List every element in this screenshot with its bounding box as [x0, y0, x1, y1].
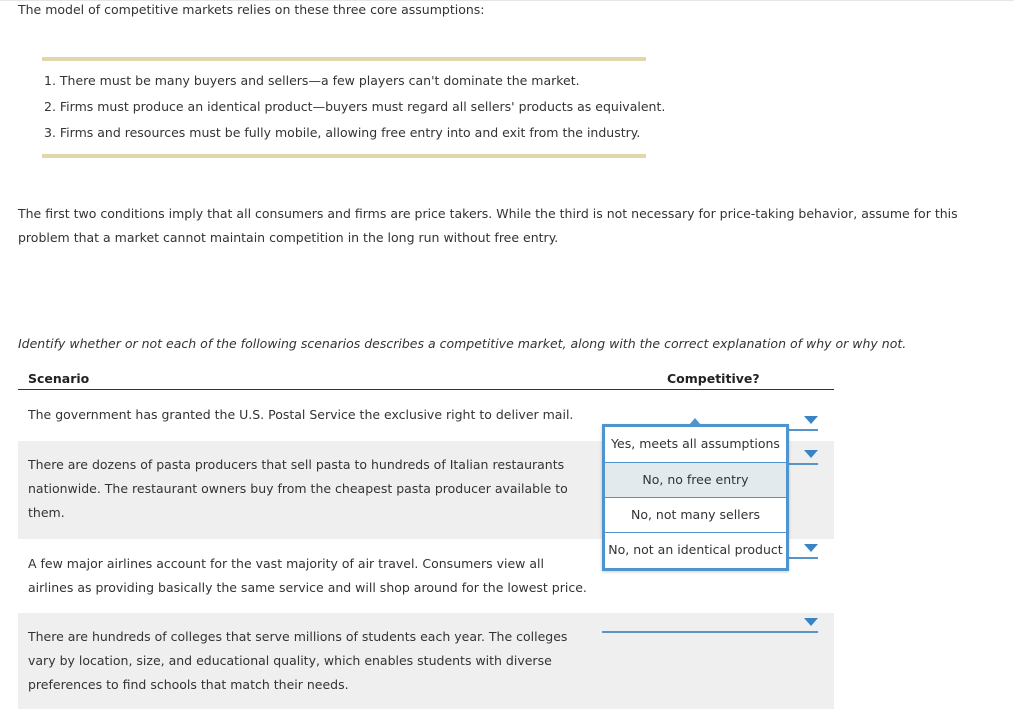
assumption-item: 2. Firms must produce an identical product—buyers must regard all sellers' products as equivalent.: [44, 99, 666, 114]
chevron-down-icon[interactable]: [804, 450, 818, 458]
competitive-select[interactable]: [602, 613, 818, 633]
assumption-item: 3. Firms and resources must be fully mobile, allowing free entry into and exit from the industry.: [44, 125, 641, 140]
instruction-text: Identify whether or not each of the following scenarios describes a competitive market, along with the correct explanation of why or why not.: [18, 336, 907, 351]
option-not-identical-product[interactable]: No, not an identical product: [605, 532, 786, 567]
assumptions-box: [42, 57, 666, 158]
scenario-text: There are hundreds of colleges that serve millions of students each year. The colleges vary by location, size, and educational quality, which enables students with diverse preferences to find schools that match their needs.: [28, 629, 568, 692]
chevron-down-icon[interactable]: [804, 416, 818, 424]
chevron-down-icon[interactable]: [804, 544, 818, 552]
intro-text: The model of competitive markets relies on these three core assumptions:: [18, 2, 485, 17]
scenario-text: The government has granted the U.S. Postal Service the exclusive right to deliver mail.: [28, 407, 574, 422]
option-not-many-sellers[interactable]: No, not many sellers: [605, 497, 786, 532]
table-row: [18, 613, 834, 709]
header-competitive: Competitive?: [667, 371, 760, 386]
header-scenario: Scenario: [28, 371, 90, 386]
scenario-text: There are dozens of pasta producers that sell pasta to hundreds of Italian restaurants nationwide. The restaurant owners buy from the cheapest pasta producer available to them.: [28, 457, 568, 520]
option-yes-meets-all[interactable]: Yes, meets all assumptions: [611, 436, 780, 451]
chevron-down-icon[interactable]: [804, 618, 818, 626]
conditions-paragraph: The first two conditions imply that all consumers and firms are price takers. While the third is not necessary for price-taking behavior, assume for this problem that a market cannot maintain competition in the long run without free entry.: [18, 206, 958, 245]
top-divider: [0, 0, 1014, 1]
assumption-item: 1. There must be many buyers and sellers—a few players can't dominate the market.: [44, 73, 580, 88]
option-no-free-entry[interactable]: No, no free entry: [605, 462, 786, 497]
scenario-text: A few major airlines account for the vast majority of air travel. Consumers view all airlines as providing basically the same service and will shop around for the lowest price.: [28, 556, 587, 595]
competitive-dropdown-menu[interactable]: [602, 424, 789, 571]
dropdown-pointer-icon: [689, 418, 701, 425]
